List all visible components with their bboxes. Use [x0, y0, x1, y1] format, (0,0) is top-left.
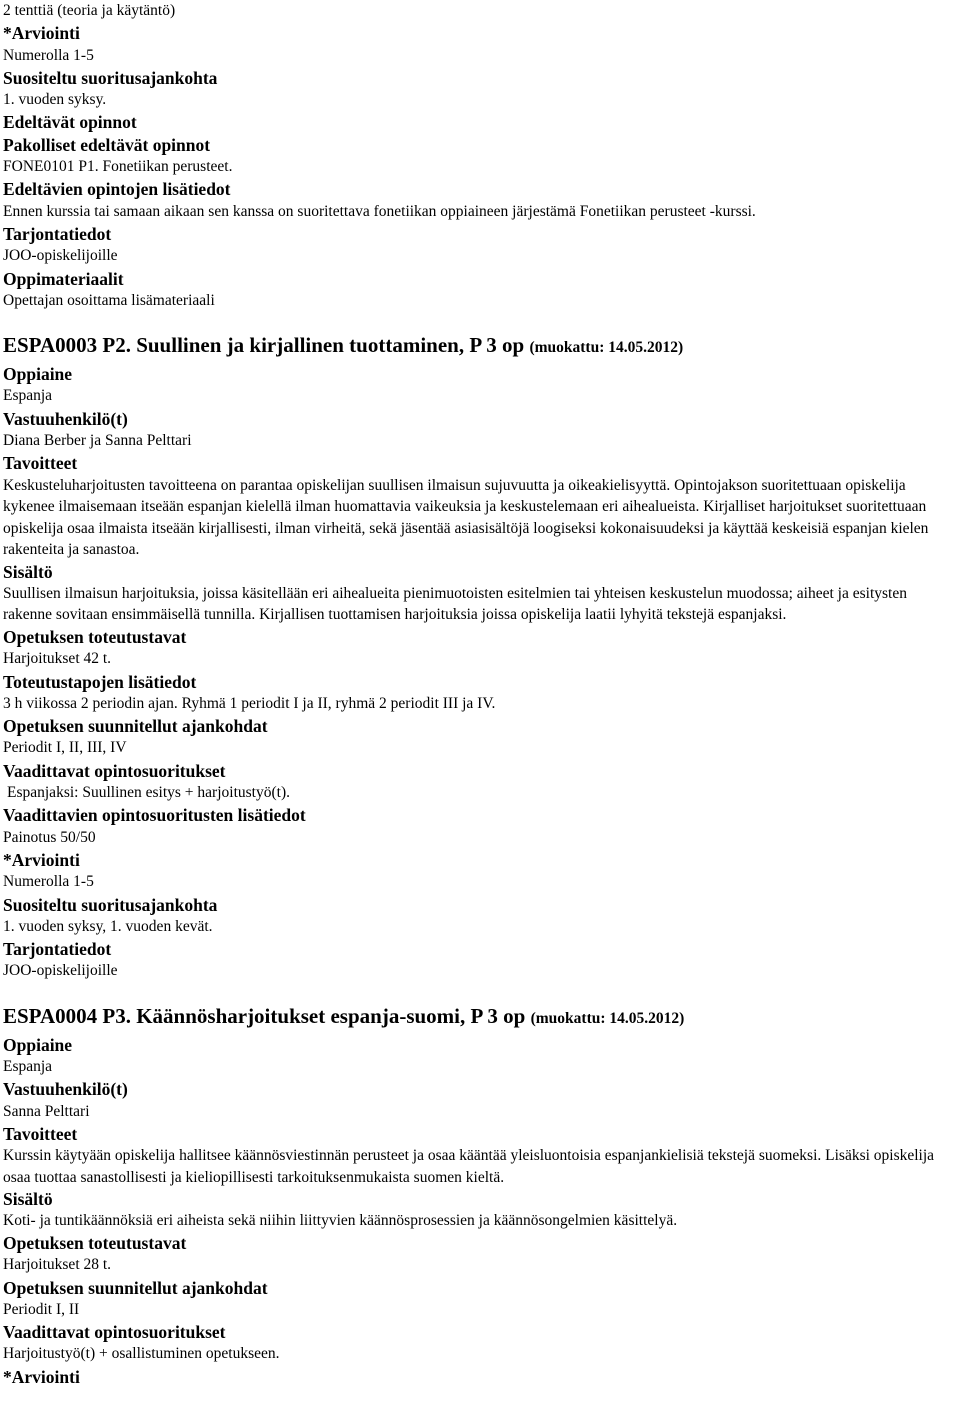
materials-text: Opettajan osoittama lisämateriaali [3, 291, 215, 309]
materials-heading: Oppimateriaalit [3, 268, 124, 289]
course-title-text: ESPA0004 P3. Käännösharjoitukset espanja-suomi, P 3 op [3, 1003, 526, 1028]
requirements-info-text: Painotus 50/50 [3, 828, 96, 846]
requirements-heading: Vaadittavat opintosuoritukset [3, 760, 226, 781]
planned-heading: Opetuksen suunnitellut ajankohdat [3, 1277, 268, 1298]
requirements-text: Espanjaksi: Suullinen esitys + harjoitustyö(t). [7, 784, 290, 802]
methods-info-heading: Toteutustapojen lisätiedot [3, 671, 197, 692]
content-heading: Sisältö [3, 561, 53, 582]
offering-heading: Tarjontatiedot [3, 939, 112, 960]
mandatory-prereq-text: FONE0101 P1. Fonetiikan perusteet. [3, 158, 233, 176]
prereq-heading: Edeltävät opinnot [3, 112, 137, 133]
requirements-heading: Vaadittavat opintosuoritukset [3, 1322, 226, 1343]
prereq-info-text: Ennen kurssia tai samaan aikaan sen kanssa on suoritettava fonetiikan oppiaineen järjestämä Fonetiikan perusteet -kurssi. [3, 202, 756, 220]
methods-heading: Opetuksen toteutustavat [3, 626, 187, 647]
course-espa0004 [3, 1003, 955, 1388]
goals-text: Kurssin käytyään opiskelija hallitsee käännösviestinnän perusteet ja osaa kääntää yleisluontoisia espanjankielisiä tekstejä suomeksi. Lisäksi opiskelija osaa tuottaa sanastollisesti ja kieliopillisesti tarkoituksenmukaista suomen kieltä. [3, 1147, 935, 1186]
previous-course-section [3, 0, 955, 312]
subject-text: Espanja [3, 387, 53, 405]
subject-text: Espanja [3, 1057, 53, 1075]
planned-heading: Opetuksen suunnitellut ajankohdat [3, 716, 268, 737]
course-title [3, 332, 955, 361]
offering-text: JOO-opiskelijoille [3, 247, 118, 265]
mandatory-prereq-heading: Pakolliset edeltävät opinnot [3, 134, 211, 155]
grading-heading: *Arviointi [3, 1366, 80, 1387]
prereq-info-heading: Edeltävien opintojen lisätiedot [3, 179, 231, 200]
content-heading: Sisältö [3, 1189, 53, 1210]
document-page [3, 0, 955, 1388]
methods-text: Harjoitukset 42 t. [3, 650, 112, 668]
modified-date: (muokattu: 14.05.2012) [529, 339, 684, 357]
course-espa0003 [3, 332, 955, 983]
requirements-info-heading: Vaadittavien opintosuoritusten lisätiedot [3, 805, 306, 826]
content-text: Suullisen ilmaisun harjoituksia, joissa käsitellään eri aihealueita pienimuotoisten esitelmien tai yhteisen keskustelun muodossa; aiheet ja esitysten rakenne sovitaan ensimmäisellä tunnilla. Kirjallisen tuottamisen harjoituksia joissa opiskelija laatii lyhyitä tekstejä espanjaksi. [3, 584, 907, 624]
offering-heading: Tarjontatiedot [3, 223, 112, 244]
responsible-heading: Vastuuhenkilö(t) [3, 1079, 128, 1100]
goals-heading: Tavoitteet [3, 1123, 78, 1144]
responsible-heading: Vastuuhenkilö(t) [3, 408, 128, 429]
content-text: Koti- ja tuntikäännöksiä eri aiheista sekä niihin liittyvien käännösprosessien ja käännösongelmien käsittelyä. [3, 1212, 678, 1230]
timing-heading: Suositeltu suoritusajankohta [3, 67, 218, 88]
grading-text: Numerolla 1-5 [3, 46, 94, 64]
methods-heading: Opetuksen toteutustavat [3, 1232, 187, 1253]
timing-text: 1. vuoden syksy. [3, 91, 107, 109]
planned-text: Periodit I, II, III, IV [3, 739, 127, 757]
subject-heading: Oppiaine [3, 1034, 73, 1055]
planned-text: Periodit I, II [3, 1300, 80, 1318]
offering-text: JOO-opiskelijoille [3, 962, 118, 980]
requirements-text: Harjoitustyö(t) + osallistuminen opetukseen. [3, 1345, 280, 1363]
grading-text: Numerolla 1-5 [3, 873, 94, 891]
grading-heading: *Arviointi [3, 23, 80, 44]
exams-text: 2 tenttiä (teoria ja käytäntö) [3, 2, 176, 19]
responsible-text: Diana Berber ja Sanna Pelttari [3, 432, 192, 450]
goals-text: Keskusteluharjoitusten tavoitteena on parantaa opiskelijan suullisen ilmaisun sujuvuutta ja oikeakielisyyttä. Opintojakson suoritettuaan opiskelija kykenee ilmaisemaan itseään espanjan kielellä ilman huomattavia vaikeuksia ja keskustelemaan eri aihealueista. Kirjalliset harjoitukset suoritettuaan opiskelija osaa ilmaista itseään kirjallisesti, ilman virheitä, sekä jäsentää asiasisältöjä loogiseksi kokonaisuudeksi ja käyttää keskeisiä espanjan kielen rakenteita ja sanastoa. [3, 476, 929, 559]
timing-text: 1. vuoden syksy, 1. vuoden kevät. [3, 917, 213, 935]
timing-heading: Suositeltu suoritusajankohta [3, 894, 218, 915]
modified-date: (muokattu: 14.05.2012) [530, 1009, 685, 1027]
goals-heading: Tavoitteet [3, 453, 78, 474]
course-title [3, 1003, 955, 1032]
course-title-text: ESPA0003 P2. Suullinen ja kirjallinen tuottaminen, P 3 op [3, 333, 525, 358]
grading-heading: *Arviointi [3, 849, 80, 870]
methods-text: Harjoitukset 28 t. [3, 1256, 112, 1274]
responsible-text: Sanna Pelttari [3, 1102, 90, 1120]
subject-heading: Oppiaine [3, 364, 73, 385]
methods-info-text: 3 h viikossa 2 periodin ajan. Ryhmä 1 periodit I ja II, ryhmä 2 periodit III ja IV. [3, 694, 496, 712]
